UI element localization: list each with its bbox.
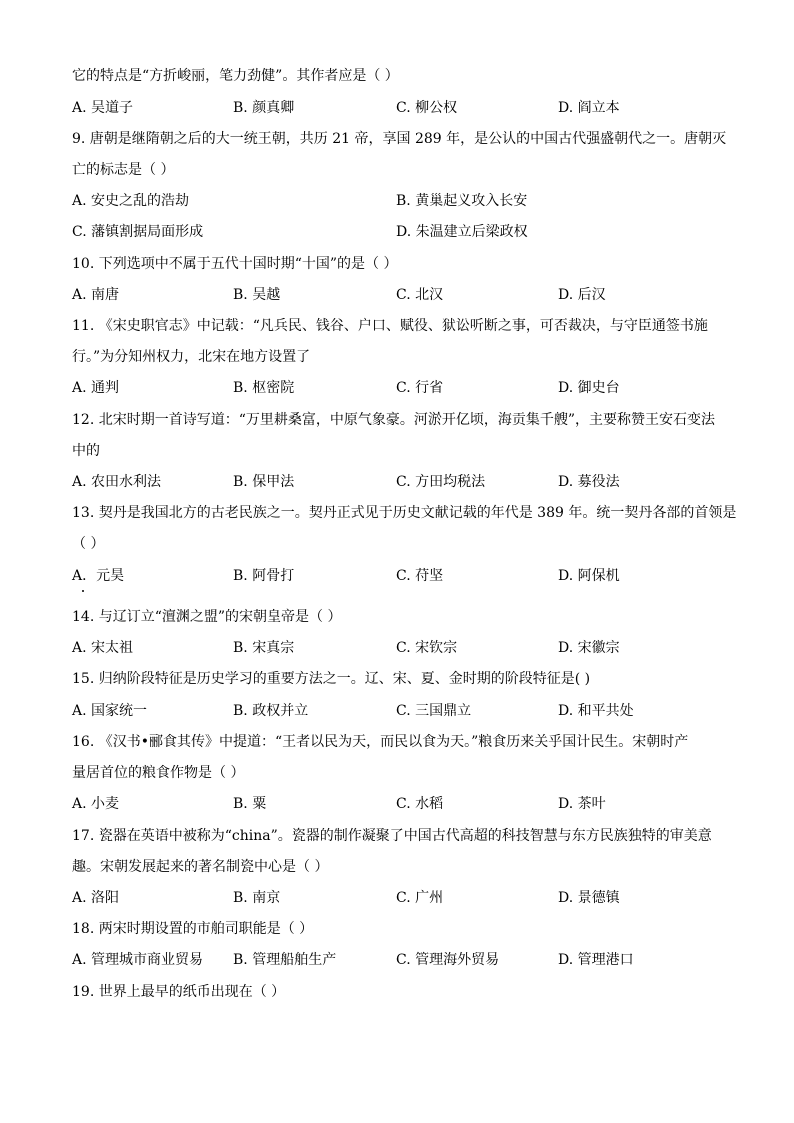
q18-stem: 18. 两宋时期设置的市舶司职能是（ ） bbox=[72, 921, 314, 937]
q18-option-b: B. 管理船舶生产 bbox=[233, 952, 337, 968]
q10-option-a: A. 南唐 bbox=[72, 287, 120, 303]
q14-option-a: A. 宋太祖 bbox=[72, 640, 134, 656]
q16-option-d: D. 茶叶 bbox=[558, 796, 606, 812]
q14-option-d: D. 宋徽宗 bbox=[558, 640, 620, 656]
q13-option-d: D. 阿保机 bbox=[558, 568, 620, 584]
q10-option-c: C. 北汉 bbox=[396, 287, 444, 303]
q10-option-d: D. 后汉 bbox=[558, 287, 606, 303]
q19-stem: 19. 世界上最早的纸币出现在（ ） bbox=[72, 984, 286, 1000]
q13-stem-line1: 13. 契丹是我国北方的古老民族之一。契丹正式见于历史文献记载的年代是 389 年。统一契丹各部的首领是 bbox=[72, 505, 737, 521]
q13-stem-line2: （ ） bbox=[72, 536, 105, 552]
q12-stem-line1: 12. 北宋时期一首诗写道：“万里耕桑富，中原气象豪。河淤开亿顷，海贡集千艘”，主要称赞王安石变法 bbox=[72, 412, 716, 428]
q16-stem-line1: 16. 《汉书•郦食其传》中提道：“王者以民为天，而民以食为天。”粮食历来关乎国计民生。宋朝时产 bbox=[72, 734, 689, 750]
q14-option-c: C. 宋钦宗 bbox=[396, 640, 458, 656]
q8-option-d: D. 阎立本 bbox=[558, 100, 620, 116]
q9-option-c: C. 藩镇割据局面形成 bbox=[72, 224, 204, 240]
q13-option-c: C. 苻坚 bbox=[396, 568, 444, 584]
q12-option-a: A. 农田水利法 bbox=[72, 474, 162, 490]
q17-option-a: A. 洛阳 bbox=[72, 890, 120, 906]
q12-option-c: C. 方田均税法 bbox=[396, 474, 486, 490]
stray-dot bbox=[82, 590, 84, 592]
q8-option-b: B. 颜真卿 bbox=[233, 100, 295, 116]
q16-option-b: B. 粟 bbox=[233, 796, 267, 812]
q14-stem: 14. 与辽订立“澶渊之盟”的宋朝皇帝是（ ） bbox=[72, 609, 342, 625]
q18-option-a: A. 管理城市商业贸易 bbox=[72, 952, 204, 968]
q15-option-b: B. 政权并立 bbox=[233, 703, 309, 719]
q17-option-d: D. 景德镇 bbox=[558, 890, 620, 906]
q14-option-b: B. 宋真宗 bbox=[233, 640, 295, 656]
q9-option-d: D. 朱温建立后梁政权 bbox=[396, 224, 528, 240]
q17-stem-line1: 17. 瓷器在英语中被称为“china”。瓷器的制作凝聚了中国古代高超的科技智慧与东方民族独特的审美意 bbox=[72, 828, 712, 844]
q16-option-c: C. 水稻 bbox=[396, 796, 444, 812]
q10-stem: 10. 下列选项中不属于五代十国时期“十国”的是（ ） bbox=[72, 256, 398, 272]
q18-option-d: D. 管理港口 bbox=[558, 952, 634, 968]
q17-stem-line2: 趣。宋朝发展起来的著名制瓷中心是（ ） bbox=[72, 859, 329, 875]
q8-option-a: A. 吴道子 bbox=[72, 100, 134, 116]
q12-option-d: D. 募役法 bbox=[558, 474, 620, 490]
q8-option-c: C. 柳公权 bbox=[396, 100, 458, 116]
q10-option-b: B. 吴越 bbox=[233, 287, 281, 303]
q15-option-d: D. 和平共处 bbox=[558, 703, 634, 719]
q9-option-b: B. 黄巢起义攻入长安 bbox=[396, 193, 528, 209]
q9-option-a: A. 安史之乱的浩劫 bbox=[72, 193, 190, 209]
q13-option-a: A．元昊 bbox=[72, 568, 125, 584]
q16-stem-line2: 量居首位的粮食作物是（ ） bbox=[72, 765, 245, 781]
q17-option-c: C. 广州 bbox=[396, 890, 444, 906]
q9-stem-line2: 亡的标志是（ ） bbox=[72, 162, 175, 178]
q17-option-b: B. 南京 bbox=[233, 890, 281, 906]
q11-option-b: B. 枢密院 bbox=[233, 380, 295, 396]
q12-stem-line2: 中的 bbox=[72, 443, 100, 459]
q15-stem: 15. 归纳阶段特征是历史学习的重要方法之一。辽、宋、夏、金时期的阶段特征是( ) bbox=[72, 671, 591, 687]
q13-option-b: B. 阿骨打 bbox=[233, 568, 295, 584]
q8-stem-cont: 它的特点是“方折峻丽，笔力劲健”。其作者应是（ ） bbox=[72, 68, 399, 84]
q15-option-a: A. 国家统一 bbox=[72, 703, 148, 719]
q12-option-b: B. 保甲法 bbox=[233, 474, 295, 490]
q11-option-a: A. 通判 bbox=[72, 380, 120, 396]
q16-option-a: A. 小麦 bbox=[72, 796, 120, 812]
q9-stem-line1: 9. 唐朝是继隋朝之后的大一统王朝，共历 21 帝，享国 289 年，是公认的中国古代强盛朝代之一。唐朝灭 bbox=[72, 131, 727, 147]
q11-stem-line2: 行。”为分知州权力，北宋在地方设置了 bbox=[72, 349, 311, 365]
q18-option-c: C. 管理海外贸易 bbox=[396, 952, 500, 968]
q15-option-c: C. 三国鼎立 bbox=[396, 703, 472, 719]
q11-stem-line1: 11. 《宋史职官志》中记载：“凡兵民、钱谷、户口、赋役、狱讼听断之事，可否裁决，与守臣通签书施 bbox=[72, 318, 708, 334]
q11-option-c: C. 行省 bbox=[396, 380, 444, 396]
q11-option-d: D. 御史台 bbox=[558, 380, 620, 396]
